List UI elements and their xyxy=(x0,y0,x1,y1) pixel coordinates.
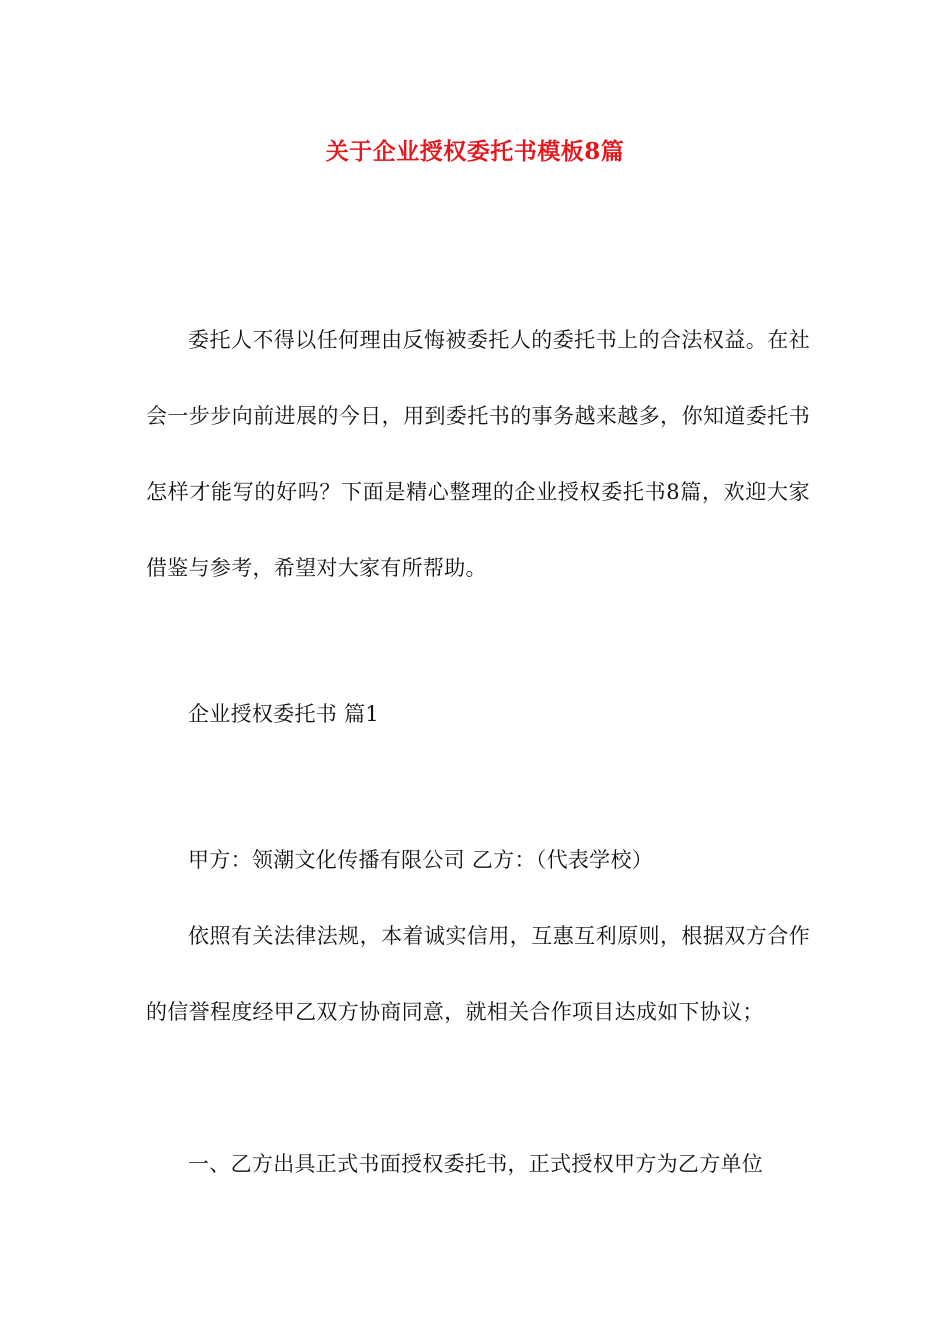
clause-1-paragraph: 一、乙方出具正式书面授权委托书，正式授权甲方为乙方单位 xyxy=(188,1152,764,1176)
party-line: 甲方：领潮文化传播有限公司 乙方：（代表学校） xyxy=(188,848,654,872)
section-heading: 企业授权委托书 篇1 xyxy=(188,702,380,726)
intro-paragraph: 委托人不得以任何理由反悔被委托人的委托书上的合法权益。在社会一步步向前进展的今日，用到委托书的事务越来越多，你知道委托书怎样才能写的好吗？下面是精心整理的企业授权委托书8篇，欢迎大家借鉴与参考，希望对大家有所帮助。 xyxy=(146,328,810,580)
basis-paragraph: 依照有关法律法规，本着诚实信用，互惠互利原则，根据双方合作的信誉程度经甲乙双方协商同意，就相关合作项目达成如下协议； xyxy=(146,924,810,1024)
document-title: 关于企业授权委托书模板8篇 xyxy=(325,138,625,165)
